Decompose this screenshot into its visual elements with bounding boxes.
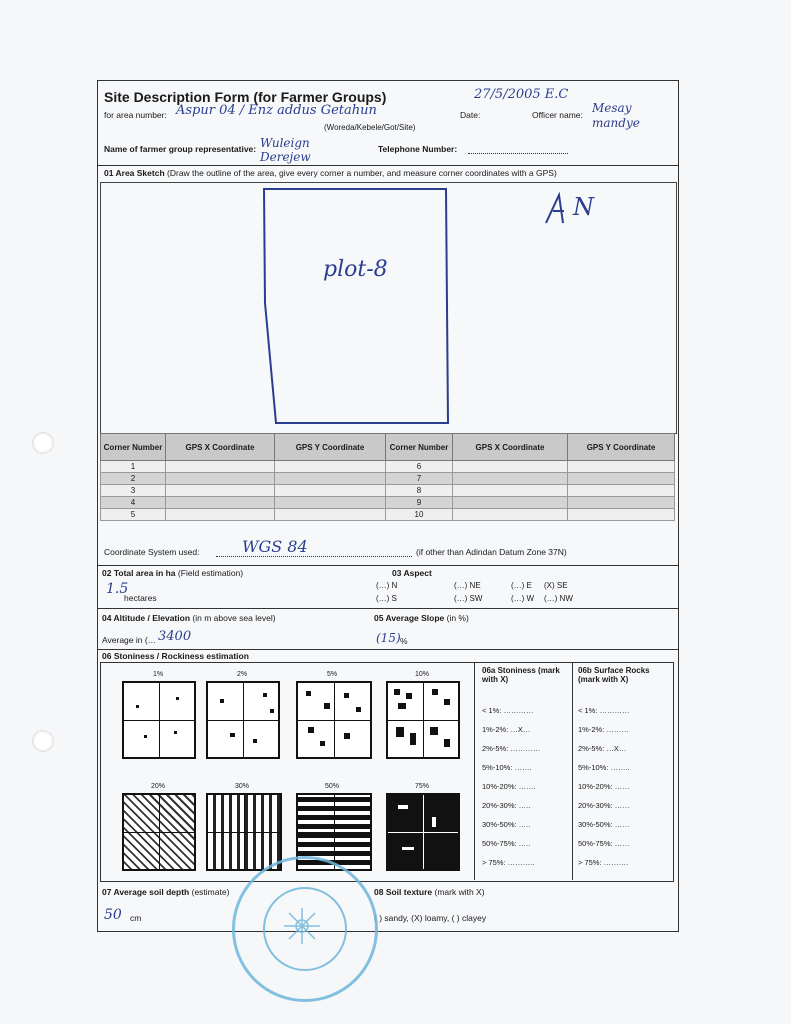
aspect-se[interactable]: (X) SE (544, 581, 568, 590)
table-cell[interactable] (568, 509, 675, 521)
table-cell[interactable] (275, 473, 386, 485)
gps-coordinate-table (100, 433, 675, 521)
stone-grid-75 (386, 793, 460, 871)
table-header: Corner Number (101, 434, 166, 461)
table-cell[interactable] (453, 473, 568, 485)
sketch-instruction: (Draw the outline of the area, give every corner a number, and measure corner coordinates with a GPS) (167, 168, 557, 178)
area-number-value[interactable]: Aspur 04 / Enz addus Getahun (176, 103, 377, 118)
table-header: GPS X Coordinate (166, 434, 275, 461)
altitude-avg-label: Average in (… (102, 635, 157, 645)
pct-label: 5% (326, 671, 338, 678)
table-cell[interactable] (275, 509, 386, 521)
altitude-value[interactable]: 3400 (158, 629, 192, 644)
punch-hole (32, 730, 54, 752)
table-header: Corner Number (386, 434, 453, 461)
table-cell[interactable] (568, 461, 675, 473)
table-cell: 1 (101, 461, 166, 473)
stone-grid-10 (386, 681, 460, 759)
date-label: Date: (460, 110, 481, 120)
table-cell[interactable] (166, 497, 275, 509)
table-header: GPS Y Coordinate (568, 434, 675, 461)
pct-label: 20% (150, 783, 165, 790)
stoniness-option[interactable]: < 1%: ………… (482, 706, 534, 715)
soil-depth-sub: (estimate) (191, 887, 230, 897)
pct-label: 50% (324, 783, 339, 790)
slope-unit: % (400, 636, 408, 646)
table-cell: 7 (386, 473, 453, 485)
surface-rocks-option[interactable]: 20%-30%: …… (578, 801, 630, 810)
slope-value[interactable]: (15) (376, 631, 401, 645)
stoniness-option[interactable]: 20%-30%: ….. (482, 801, 531, 810)
table-cell: 2 (101, 473, 166, 485)
stone-grid-1 (122, 681, 196, 759)
pct-label: 2% (236, 671, 248, 678)
soil-depth-value[interactable]: 50 (104, 907, 122, 923)
surface-rocks-option[interactable]: 10%-20%: …… (578, 782, 630, 791)
altitude-heading: 04 Altitude / Elevation (102, 613, 191, 623)
table-cell[interactable] (453, 485, 568, 497)
table-cell[interactable] (275, 461, 386, 473)
north-arrow-icon (546, 195, 564, 223)
table-cell[interactable] (453, 497, 568, 509)
surface-rocks-option[interactable]: 5%-10%: …….. (578, 763, 630, 772)
soil-depth-heading: 07 Average soil depth (102, 887, 190, 897)
surface-rocks-option[interactable]: 30%-50%: …… (578, 820, 630, 829)
aspect-n[interactable]: (…) N (376, 581, 398, 590)
col-a-title: 06a Stoniness (mark with X) (482, 666, 560, 684)
plot-outline (264, 189, 448, 423)
table-cell: 3 (101, 485, 166, 497)
stoniness-option[interactable]: 10%-20%: ……. (482, 782, 536, 791)
total-area-heading: 02 Total area in ha (102, 568, 176, 578)
stoniness-heading: 06 Stoniness / Rockiness estimation (102, 651, 249, 661)
officer-value[interactable]: Mesay mandye (592, 101, 640, 130)
pct-label: 10% (414, 671, 429, 678)
site-description-form (97, 80, 679, 932)
total-area-value[interactable]: 1.5 (106, 581, 129, 597)
soil-depth-unit: cm (130, 913, 142, 923)
surface-rocks-class-list (578, 701, 630, 872)
aspect-ne[interactable]: (…) NE (454, 581, 481, 590)
punch-hole (32, 432, 54, 454)
pct-label: 1% (152, 671, 164, 678)
table-cell[interactable] (166, 461, 275, 473)
stone-grid-20 (122, 793, 196, 871)
stoniness-option[interactable]: 30%-50%: ….. (482, 820, 531, 829)
north-label: N (573, 193, 594, 221)
table-cell: 10 (386, 509, 453, 521)
divider (98, 165, 678, 166)
surface-rocks-option[interactable]: < 1%: ………… (578, 706, 630, 715)
surface-rocks-option[interactable]: > 75%: ………. (578, 858, 629, 867)
table-header: GPS Y Coordinate (275, 434, 386, 461)
representative-label: Name of farmer group representative: (104, 144, 257, 154)
area-sketch-box[interactable] (100, 182, 677, 434)
table-cell[interactable] (166, 509, 275, 521)
table-cell[interactable] (166, 473, 275, 485)
surface-rocks-option[interactable]: 1%-2%: ……… (578, 725, 629, 734)
table-cell[interactable] (275, 485, 386, 497)
table-cell: 6 (386, 461, 453, 473)
stoniness-class-list (482, 701, 540, 872)
soil-texture-heading: 08 Soil texture (374, 887, 433, 897)
table-cell[interactable] (275, 497, 386, 509)
table-cell: 9 (386, 497, 453, 509)
table-cell[interactable] (453, 509, 568, 521)
aspect-e[interactable]: (…) E (511, 581, 532, 590)
aspect-sw[interactable]: (…) SW (454, 594, 483, 603)
table-cell: 8 (386, 485, 453, 497)
table-row (101, 485, 675, 497)
officer-label: Officer name: (532, 110, 583, 120)
table-cell: 4 (101, 497, 166, 509)
stone-grid-2 (206, 681, 280, 759)
table-row (101, 473, 675, 485)
table-row (101, 497, 675, 509)
official-stamp (232, 856, 378, 1002)
aspect-w[interactable]: (…) W (511, 594, 535, 603)
aspect-nw[interactable]: (…) NW (544, 594, 573, 603)
soil-texture-value[interactable]: ( ) sandy, (X) loamy, ( ) clayey (374, 913, 487, 923)
surface-rocks-option[interactable]: 2%-5%: …X… (578, 744, 627, 753)
form-title: Site Description Form (for Farmer Groups) (104, 89, 387, 105)
aspect-heading: 03 Aspect (392, 568, 432, 578)
pct-label: 30% (234, 783, 249, 790)
slope-heading: 05 Average Slope (374, 613, 445, 623)
table-cell[interactable] (166, 485, 275, 497)
stoniness-option[interactable]: 5%-10%: ……. (482, 763, 532, 772)
stoniness-option[interactable]: 2%-5%: ………… (482, 744, 541, 753)
total-area-unit: hectares (124, 593, 157, 603)
total-area-sub: (Field estimation) (177, 568, 244, 578)
col-b-title: 06b Surface Rocks (mark with X) (578, 666, 650, 684)
plot-label: plot-8 (323, 257, 388, 282)
stamp-emblem-icon (232, 856, 372, 996)
table-header: GPS X Coordinate (453, 434, 568, 461)
slope-sub: (in %) (446, 613, 469, 623)
coord-system-note: (if other than Adindan Datum Zone 37N) (416, 547, 567, 557)
soil-texture-sub: (mark with X) (434, 887, 485, 897)
table-cell[interactable] (453, 461, 568, 473)
area-number-label: for area number: (104, 110, 167, 120)
table-cell[interactable] (568, 497, 675, 509)
pct-label: 75% (414, 783, 429, 790)
table-row (101, 461, 675, 473)
table-cell[interactable] (568, 473, 675, 485)
sketch-heading: 01 Area Sketch (104, 168, 165, 178)
stoniness-option[interactable]: 50%-75%: ….. (482, 839, 531, 848)
surface-rocks-option[interactable]: 50%-75%: …… (578, 839, 630, 848)
table-row (101, 509, 675, 521)
table-cell: 5 (101, 509, 166, 521)
coord-system-value[interactable]: WGS 84 (242, 537, 308, 556)
stone-grid-5 (296, 681, 372, 759)
woreda-label: (Woreda/Kebele/Got/Site) (324, 123, 416, 132)
telephone-label: Telephone Number: (378, 144, 458, 154)
stoniness-option[interactable]: 1%-2%: …X… (482, 725, 531, 734)
aspect-s[interactable]: (…) S (376, 594, 397, 603)
table-cell[interactable] (568, 485, 675, 497)
stoniness-option[interactable]: > 75%: ……….. (482, 858, 535, 867)
telephone-value[interactable] (468, 144, 568, 154)
coord-system-label: Coordinate System used: (104, 547, 200, 557)
representative-value[interactable]: Wuleign Derejew (260, 136, 311, 164)
altitude-sub: (in m above sea level) (192, 613, 276, 623)
date-value[interactable]: 27/5/2005 E.C (474, 87, 569, 102)
